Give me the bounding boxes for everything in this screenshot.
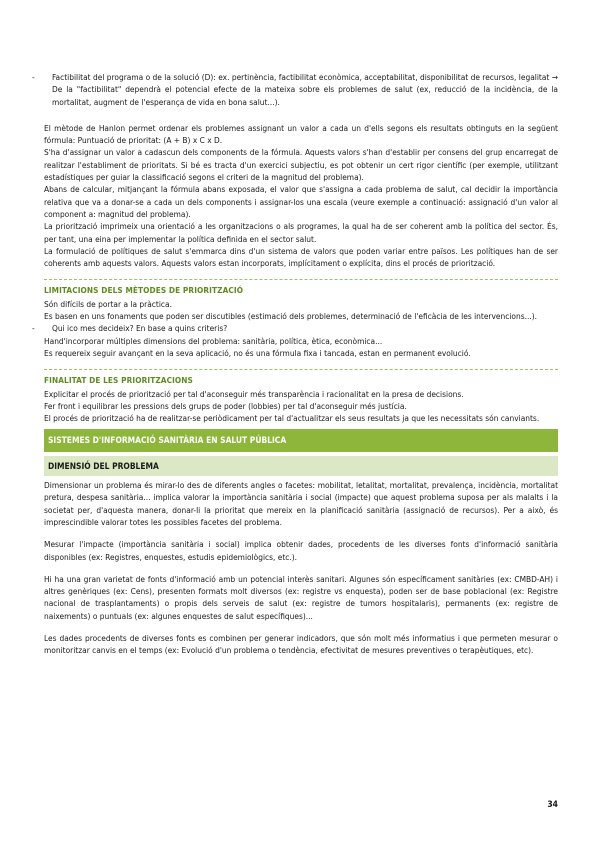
limit-line-4: Es requereix seguir avançant en la seva aplicació, no és una fórmula fixa i tancada, estan en permanent evolució. bbox=[44, 347, 471, 358]
finalitat-line-1: Explicitar el procés de priorització per tal d'aconseguir més transparència i racionalitat en la presa de decisions. bbox=[44, 388, 464, 399]
bullet-text: Qui ico mes decideix? En base a quins criteris? bbox=[52, 323, 228, 334]
bullet-dash: - bbox=[32, 323, 35, 334]
limit-line-2: Es basen en uns fonaments que poden ser discutibles (estimació dels problemes, determinació de l'eficàcia de les intervencions...). bbox=[44, 311, 537, 322]
paragraph-calcular: Abans de calcular, mitjançant la fórmula abans exposada, el valor que s'assigna a cada problema de salut, cal decidir la importància relativa que va a donar-se a cada un dels components i assignar-los una escala (veure exemple a continuació: assignació d'un valor al component a: magnitud del problema). bbox=[44, 184, 558, 219]
finalitat-line-3: El procés de priorització ha de realitzar-se periòdicament per tal d'actualitzar els seus resultats ja que les necessitats són canviants. bbox=[44, 413, 540, 424]
paragraph-dimensionar: Dimensionar un problema és mirar-lo des de diferents angles o facetes: mobilitat, letalitat, mortalitat, prevalença, incidència, mortalitat pretura, despesa sanitària... implica valorar la importància sanitària i social (impacte) que aquest problema suposa per als malalts i la societat per, d'aquesta manera, donar-li la prioritat que mereix en la planificació sanitària (assignació de recursos). Per a això, és imprescindible valorar totes les possibles facetes del problema. bbox=[44, 480, 558, 527]
bullet-dash: - bbox=[32, 72, 35, 82]
paragraph-valors: S'ha d'assignar un valor a cadascun dels components de la fórmula. Aquests valors s'han d'establir per consens del grup encarregat de realitzar l'establiment de prioritats. Si bé es tracta d'un exercici subjectiu, es pot obtenir un cert rigor científic (per exemple, utilitzant estadístiques per guiar la classificació segons el criteri de la magnitud del problema). bbox=[44, 147, 558, 183]
limit-line-3: Hand'incorporar múltiples dimensions del problema: sanitària, política, ètica, econòmica... bbox=[44, 335, 383, 346]
section-heading-finalitat: FINALITAT DE LES PRIORITZACIONS bbox=[44, 369, 558, 386]
paragraph-mesurar: Mesurar l'impacte (importància sanitària i social) implica obtenir dades, procedents de les diverses fonts d'informació sanitària disponibles (ex: Registres, enquestes, estudis epidemiològics, etc.). bbox=[44, 539, 558, 562]
bullet-factibilitat bbox=[32, 71, 558, 108]
paragraph-fonts: Hi ha una gran varietat de fonts d'informació amb un potencial interès sanitari. Algunes són específicament sanitàries (ex: CMBD-AH) i altres genèriques (ex: Cens), presenten formats molt diversos (ex: registre vs enquesta), poden ser de base poblacional (ex: Registre nacional de trasplantaments) o propis dels serveis de salut (ex: registre de tumors hospitalaris), permanents (ex: registre de naixements) o puntuals (ex: algunes enquestes de salut específiques)... bbox=[44, 573, 558, 621]
section-heading-limitacions: LIMITACIONS DELS MÈTODES DE PRIORITZACIÓ bbox=[44, 279, 558, 296]
page-number: 34 bbox=[547, 800, 558, 810]
paragraph-prioritzacio: La priorització imprimeix una orientació a les organitzacions o als programes, la qual ha de ser coherent amb la política del sector. És, per tant, una eina per implementar la política definida en el sector salut. bbox=[44, 221, 558, 244]
paragraph-indicadors: Les dades procedents de diverses fonts es combinen per generar indicadors, que són molt més informatius i que permeten mesurar o monitoritzar canvis en el temps (ex: Evolució d'un problema o tendència, efectivitat de mesures preventives o terapèutiques, etc). bbox=[44, 632, 558, 656]
section-bar-sistemes: SISTEMES D'INFORMACIÓ SANITÀRIA EN SALUT PÚBLICA bbox=[44, 429, 558, 451]
paragraph-hanlon: El mètode de Hanlon permet ordenar els problemes assignant un valor a cada un d'ells segons els resultats obtinguts en la següent fórmula: Puntuació de prioritat: (A + B) x C x D. bbox=[44, 122, 558, 146]
paragraph-polítiques: La formulació de polítiques de salut s'emmarca dins d'un sistema de valors que poden variar entre països. Les polítiques han de ser coherents amb aquests valors. Aquests valors estan incorporats, implícitament o explícita, dins el procés de priorització. bbox=[44, 245, 558, 269]
subsection-bar-dimensio: DIMENSIÓ DEL PROBLEMA bbox=[44, 456, 558, 476]
bullet-text: Factibilitat del programa o de la solució (D): ex. pertinència, factibilitat econòmica, acceptabilitat, disponibilitat de recursos, legalitat → De la "factibilitat" dependrà el potencial efecte de la mateixa sobre els problemes de salut (ex, reducció de la incidència, de la mortalitat, augment de l'esperança de vida en bona salut...). bbox=[52, 72, 558, 107]
limit-line-1: Són difícils de portar a la pràctica. bbox=[44, 298, 172, 309]
bullet-qui-decideix bbox=[32, 322, 558, 334]
page-content bbox=[32, 71, 558, 657]
finalitat-line-2: Fer front i equilibrar les pressions dels grups de poder (lobbies) per tal d'aconseguir més justícia. bbox=[44, 400, 407, 411]
